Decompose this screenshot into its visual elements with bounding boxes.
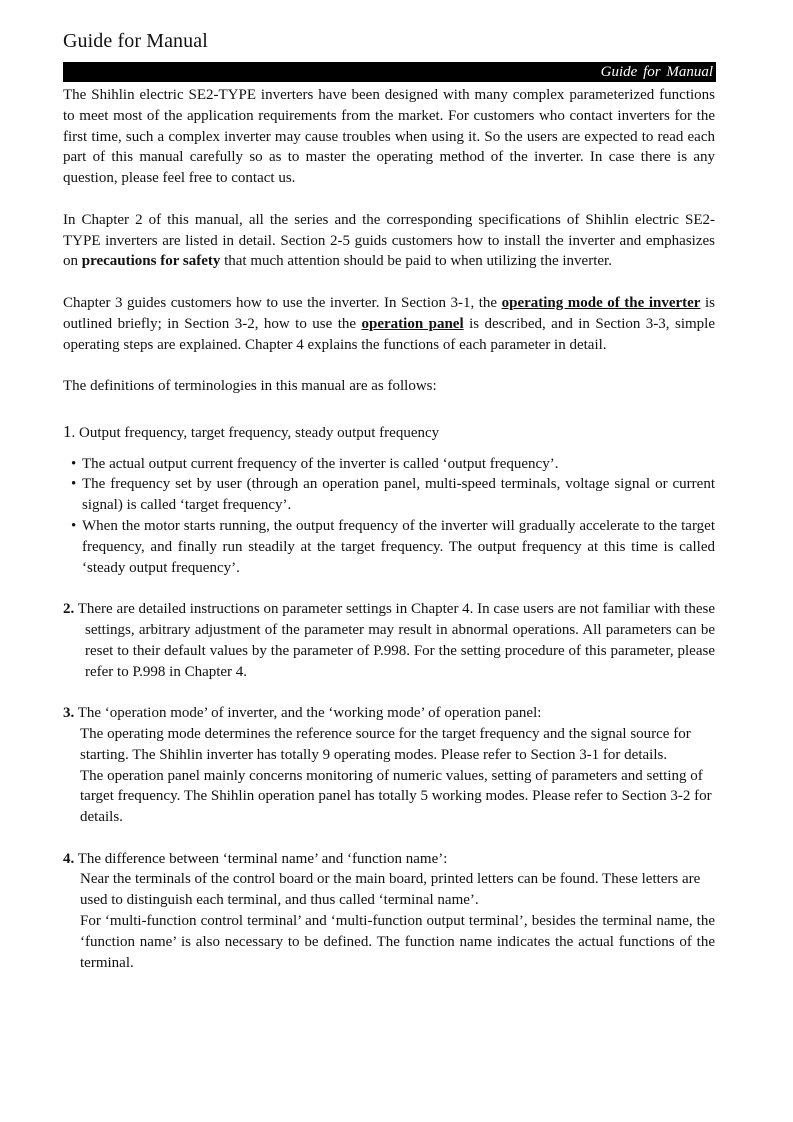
item-3-number: 3.: [63, 705, 75, 722]
intro-paragraph-1: The Shihlin electric SE2-TYPE inverters have been designed with many complex parameterized functions to meet most of the application requirements from the market. For customers who contact inverters for the first time, such a complex inverter may cause troubles when using it. So the users are expected to read each part of this manual carefully so as to master the operating method of the inverter. In case there is any question, please feel free to contact us.: [63, 87, 715, 187]
item-1: [63, 422, 715, 579]
item-3: [63, 703, 715, 828]
item-2-text-block: [63, 599, 715, 682]
item-3-paragraph-1: The operating mode determines the reference source for the target frequency and the signal source for starting. The Shihlin inverter has totally 9 operating modes. Please refer to Section 3-1 for details.: [80, 725, 691, 763]
item-2-text: There are detailed instructions on parameter settings in Chapter 4. In case users are not familiar with these settings, arbitrary adjustment of the parameter may result in abnormal operations. All parameters can be reset to their default values by the parameter of P.998. For the setting procedure of this parameter, please refer to P.998 in Chapter 4.: [77, 601, 716, 680]
item-4: [63, 849, 715, 974]
intro-paragraph-2-text-a: In Chapter 2 of this manual, all the series and the corresponding specifications of Shihlin electric SE2-TYPE inverters are listed in detail. Section 2-5 guids customers how to install the inverter and emphasizes on: [63, 211, 715, 270]
bullet-icon: •: [71, 455, 77, 472]
item-3-paragraph-2: The operation panel mainly concerns monitoring of numeric values, setting of parameters and setting of target frequency. The Shihlin operation panel has totally 5 working modes. Please refer to Section 3-2 for details.: [80, 767, 712, 826]
intro-paragraph-3-text-b: is outlined briefly; in Section 3-2, how to use the: [63, 294, 715, 332]
list-item: • When the motor starts running, the output frequency of the inverter will gradually accelerate to the target frequency, and finally run steadily at the target frequency. The output frequency at this time is called ‘steady output frequency’.: [71, 517, 715, 576]
item-4-heading: [63, 849, 715, 870]
item-1-title: Output frequency, target frequency, steady output frequency: [79, 424, 440, 441]
list-item: • The frequency set by user (through an operation panel, multi-speed terminals, voltage signal or current signal) is called ‘target frequency’.: [71, 476, 715, 514]
item-3-title: The ‘operation mode’ of inverter, and the ‘working mode’ of operation panel:: [77, 705, 542, 722]
item-4-number: 4.: [63, 850, 75, 867]
section-title-bar: Guide for Manual: [63, 62, 716, 82]
item-1-heading: 1. Output frequency, target frequency, steady output frequency: [63, 421, 440, 441]
list-item: • The actual output current frequency of the inverter is called ‘output frequency’.: [63, 454, 715, 475]
item-1-bullet-list: [63, 454, 715, 579]
item-3-heading: [63, 703, 715, 724]
intro-paragraph-3-text-c: is described, and in Section 3-3, simple operating steps are explained. Chapter 4 explains the functions of each parameter in detail.: [63, 315, 715, 353]
intro-paragraph-2-text-b: that much attention should be paid to when utilizing the inverter.: [220, 253, 612, 270]
intro-paragraph-3: [63, 293, 715, 355]
bullet-icon: •: [71, 517, 77, 534]
item-4-paragraph-1: Near the terminals of the control board or the main board, printed letters can be found. These letters are used to distinguish each terminal, and thus called ‘terminal name’.: [80, 871, 701, 909]
item-4-paragraph-2: For ‘multi-function control terminal’ and ‘multi-function output terminal’, besides the terminal name, the ‘function name’ is also necessary to be defined. The function name indicates the actual functions of the terminal.: [80, 913, 715, 971]
bullet-icon: •: [71, 476, 77, 493]
item-4-title: The difference between ‘terminal name’ and ‘function name’:: [77, 850, 448, 867]
operation-panel-emphasis: operation panel: [361, 315, 464, 332]
intro-paragraph-2: [63, 210, 715, 272]
page-title: Guide for Manual: [63, 30, 208, 52]
safety-emphasis: precautions for safety: [81, 253, 221, 270]
manual-body: [63, 85, 715, 973]
item-2-number: 2.: [63, 601, 75, 618]
definitions-intro: The definitions of terminologies in this manual are as follows:: [63, 378, 437, 395]
intro-paragraph-3-text-a: Chapter 3 guides customers how to use the inverter. In Section 3-1, the: [63, 294, 502, 311]
item-2: [63, 599, 715, 682]
operating-mode-emphasis: operating mode of the inverter: [501, 294, 701, 311]
item-1-number: 1: [63, 421, 72, 441]
